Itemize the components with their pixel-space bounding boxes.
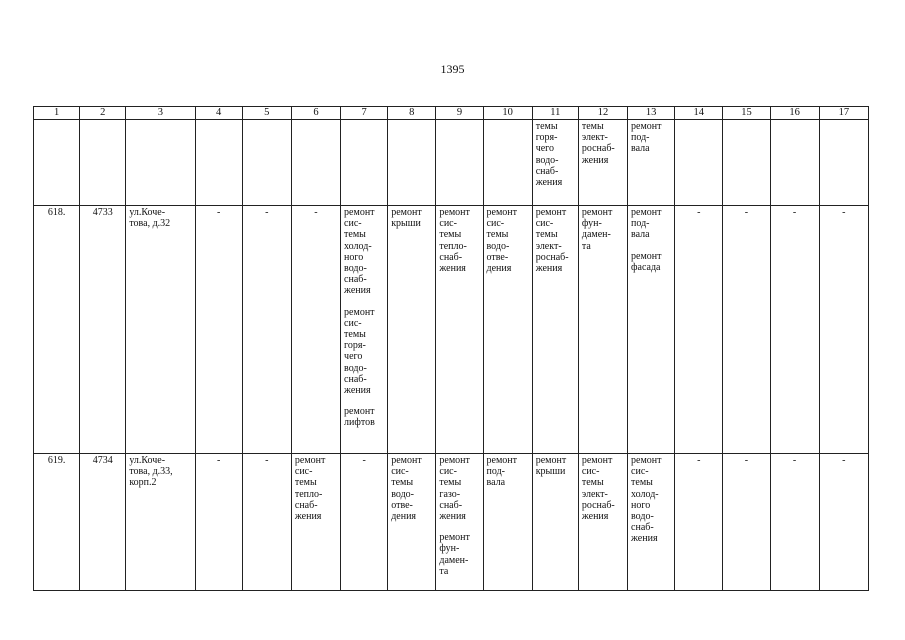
cell-empty (675, 120, 723, 206)
page-number: 1395 (440, 62, 465, 76)
cell-dash: - (723, 454, 770, 591)
cell-work: ремонт фун- дамен- та (578, 206, 627, 454)
cell-dash: - (770, 454, 819, 591)
cell-work: ремонт сис- темы элект- роснаб- жения (578, 454, 627, 591)
repair-schedule-table (33, 106, 869, 591)
cell-hot-water-cont: темы горя- чего водо- снаб- жения (532, 120, 578, 206)
row-number: 618. (34, 206, 80, 454)
cell-dash: - (195, 454, 242, 591)
cell-dash: - (675, 206, 723, 454)
cell-dash: - (819, 206, 868, 454)
col-header: 8 (388, 107, 436, 120)
col-header: 15 (723, 107, 770, 120)
cell-electric-cont: темы элект- роснаб- жения (578, 120, 627, 206)
col-header: 3 (126, 107, 195, 120)
cell-empty (436, 120, 483, 206)
col-header: 10 (483, 107, 532, 120)
cell-empty (770, 120, 819, 206)
cell-empty (388, 120, 436, 206)
cell-work: ремонт сис- темы водо- отве- дения (483, 206, 532, 454)
cell-work: ремонт под- вала (483, 454, 532, 591)
col-header: 2 (80, 107, 126, 120)
cell-dash: - (675, 454, 723, 591)
cell-dash: - (291, 206, 340, 454)
cell-dash: - (242, 454, 291, 591)
col-header: 17 (819, 107, 868, 120)
cell-dash: - (819, 454, 868, 591)
col-header: 5 (242, 107, 291, 120)
cell-empty (195, 120, 242, 206)
cell-work: ремонт сис- темы водо- отве- дения (388, 454, 436, 591)
cell-empty (242, 120, 291, 206)
cell-empty (291, 120, 340, 206)
cell-work-list: ремонт сис- темы холод- ного водо- снаб- жения ремонт сис- темы горя- чего водо- снаб- жения ремонт лифтов (341, 206, 388, 454)
row-address: ул.Коче- това, д.32 (126, 206, 195, 454)
table-row-continuation (34, 120, 869, 206)
cell-empty (80, 120, 126, 206)
cell-work: ремонт сис- темы холод- ного водо- снаб- жения (628, 454, 675, 591)
row-code: 4733 (80, 206, 126, 454)
cell-dash: - (341, 454, 388, 591)
table-row (34, 454, 869, 591)
col-header: 7 (341, 107, 388, 120)
cell-empty (126, 120, 195, 206)
cell-empty (341, 120, 388, 206)
cell-work: ремонт сис- темы тепло- снаб- жения (436, 206, 483, 454)
col-header: 11 (532, 107, 578, 120)
cell-work: ремонт сис- темы тепло- снаб- жения (291, 454, 340, 591)
cell-empty (34, 120, 80, 206)
cell-work: ремонт сис- темы элект- роснаб- жения (532, 206, 578, 454)
table-row (34, 206, 869, 454)
header-row (34, 107, 869, 120)
col-header: 16 (770, 107, 819, 120)
cell-empty (819, 120, 868, 206)
cell-dash: - (242, 206, 291, 454)
col-header: 4 (195, 107, 242, 120)
cell-work: ремонт крыши (532, 454, 578, 591)
row-number: 619. (34, 454, 80, 591)
row-address: ул.Коче- това, д.33, корп.2 (126, 454, 195, 591)
cell-work: ремонт крыши (388, 206, 436, 454)
col-header: 13 (628, 107, 675, 120)
col-header: 12 (578, 107, 627, 120)
cell-empty (483, 120, 532, 206)
cell-dash: - (723, 206, 770, 454)
col-header: 1 (34, 107, 80, 120)
cell-dash: - (770, 206, 819, 454)
row-code: 4734 (80, 454, 126, 591)
col-header: 14 (675, 107, 723, 120)
cell-work-list: ремонт под- вала ремонт фасада (628, 206, 675, 454)
cell-empty (723, 120, 770, 206)
cell-work-list: ремонт сис- темы газо- снаб- жения ремонт фун- дамен- та (436, 454, 483, 591)
col-header: 9 (436, 107, 483, 120)
cell-basement-cont: ремонт под- вала (628, 120, 675, 206)
cell-dash: - (195, 206, 242, 454)
col-header: 6 (291, 107, 340, 120)
